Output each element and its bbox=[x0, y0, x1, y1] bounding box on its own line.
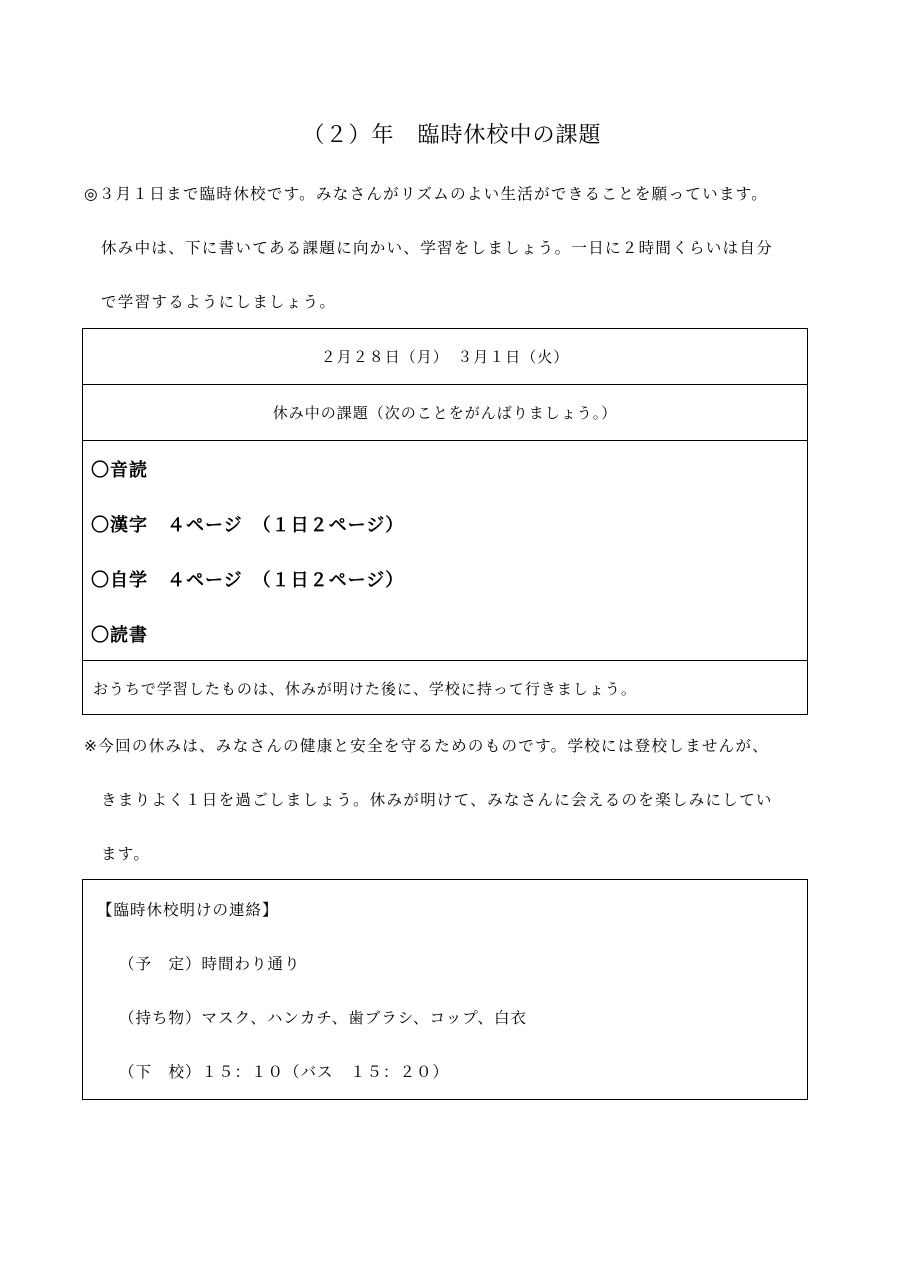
contact-box bbox=[82, 879, 808, 1100]
notice-line-3: ます。 bbox=[101, 845, 151, 863]
contact-heading: 【臨時休校明けの連絡】 bbox=[97, 901, 279, 919]
task-list bbox=[83, 441, 807, 661]
intro-line-2: 休み中は、下に書いてある課題に向かい、学習をしましょう。一日に２時間くらいは自分 bbox=[101, 239, 774, 257]
notice-line-2: きまりよく１日を過ごしましょう。休みが明けて、みなさんに会えるのを楽しみにしてい bbox=[101, 791, 773, 809]
note-row bbox=[83, 661, 807, 716]
dates-text: ２月２８日（月） ３月１日（火） bbox=[320, 348, 570, 366]
task-item-kanji: 〇漢字 ４ページ （１日２ページ） bbox=[91, 515, 405, 536]
contact-item-belongings: （持ち物）マスク、ハンカチ、歯ブラシ、コップ、白衣 bbox=[119, 1009, 528, 1027]
task-item-dokusho: 〇読書 bbox=[91, 625, 148, 646]
note-text: おうちで学習したものは、休みが明けた後に、学校に持って行きましょう。 bbox=[93, 680, 637, 698]
intro-line-3: で学習するようにしましょう。 bbox=[101, 293, 337, 311]
task-item-jigaku: 〇自学 ４ページ （１日２ページ） bbox=[91, 570, 405, 591]
notice-line-1: ※今回の休みは、みなさんの健康と安全を守るためのものです。学校には登校しませんが、 bbox=[84, 737, 770, 755]
assignment-heading-row bbox=[83, 385, 807, 441]
dates-row bbox=[83, 329, 807, 385]
assignment-heading: 休み中の課題（次のことをがんばりましょう。） bbox=[272, 404, 618, 422]
page-title: （２）年 臨時休校中の課題 bbox=[302, 123, 602, 148]
assignment-box bbox=[82, 328, 808, 715]
contact-item-dismissal: （下 校）１５：１０（バス １５：２０） bbox=[119, 1063, 450, 1081]
intro-line-1: ◎３月１日まで臨時休校です。みなさんがリズムのよい生活ができることを願っています。 bbox=[84, 185, 769, 203]
contact-item-schedule: （予 定）時間わり通り bbox=[119, 955, 301, 973]
task-item-ondoku: 〇音読 bbox=[91, 460, 148, 481]
